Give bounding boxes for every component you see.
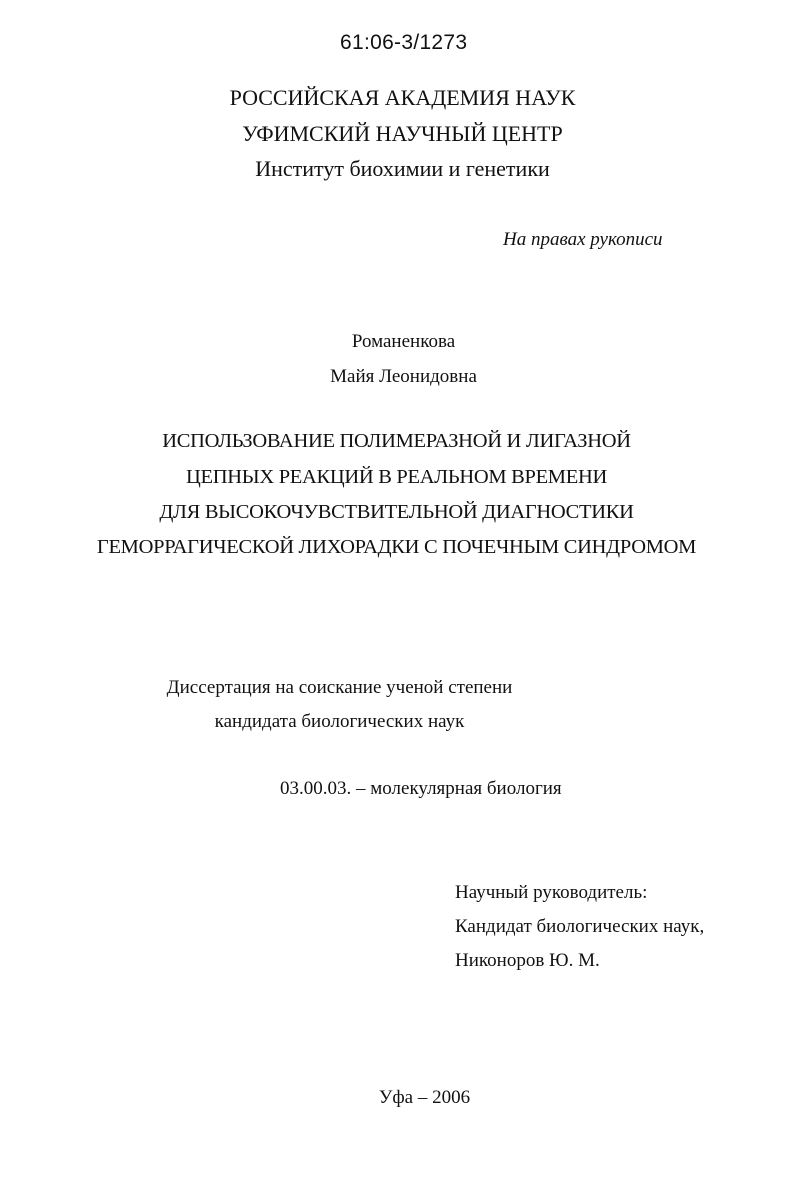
organization-line-2: УФИМСКИЙ НАУЧНЫЙ ЦЕНТР xyxy=(242,121,563,146)
advisor-name: Никоноров Ю. М. xyxy=(455,950,600,971)
dissertation-title-line-1: ИСПОЛЬЗОВАНИЕ ПОЛИМЕРАЗНОЙ И ЛИГАЗНОЙ xyxy=(162,430,631,452)
dissertation-title-line-2: ЦЕПНЫХ РЕАКЦИЙ В РЕАЛЬНОМ ВРЕМЕНИ xyxy=(186,466,607,488)
dissertation-title-line-3: ДЛЯ ВЫСОКОЧУВСТВИТЕЛЬНОЙ ДИАГНОСТИКИ xyxy=(159,501,634,523)
specialty-code: 03.00.03. – молекулярная биология xyxy=(280,778,562,799)
author-given-names: Майя Леонидовна xyxy=(330,366,477,387)
organization-line-3: Институт биохимии и генетики xyxy=(255,156,550,181)
advisor-degree: Кандидат биологических наук, xyxy=(455,916,705,937)
dissertation-title-line-4: ГЕМОРРАГИЧЕСКОЙ ЛИХОРАДКИ С ПОЧЕЧНЫМ СИНДРОМОМ xyxy=(96,536,697,558)
author-surname: Романенкова xyxy=(351,331,456,352)
organization-line-1: РОССИЙСКАЯ АКАДЕМИЯ НАУК xyxy=(229,85,576,110)
degree-line-1: Диссертация на соискание ученой степени xyxy=(166,677,513,698)
degree-line-2: кандидата биологических наук xyxy=(214,711,465,732)
document-code: 61:06-3/1273 xyxy=(340,31,468,54)
rights-note: На правах рукописи xyxy=(503,229,663,250)
place-year: Уфа – 2006 xyxy=(378,1087,471,1108)
advisor-heading: Научный руководитель: xyxy=(455,882,648,903)
